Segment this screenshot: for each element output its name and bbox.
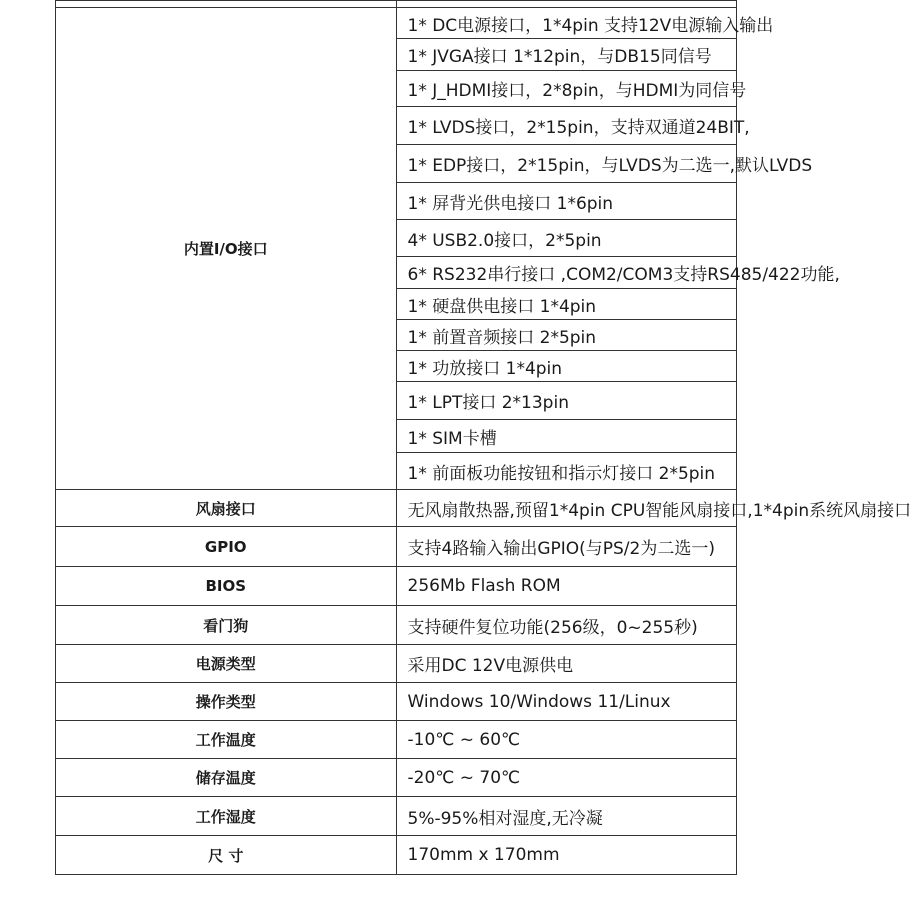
spec-label-os: 操作类型	[56, 683, 397, 721]
spec-value: 1* JVGA接口 1*12pin，与DB15同信号	[396, 39, 737, 71]
table-row	[56, 683, 737, 721]
table-row	[56, 797, 737, 836]
table-row	[56, 606, 737, 645]
spec-label-humidity: 工作湿度	[56, 797, 397, 836]
spec-value: 1* 功放接口 1*4pin	[396, 351, 737, 382]
spec-value: 1* 屏背光供电接口 1*6pin	[396, 183, 737, 220]
table-row	[56, 8, 737, 39]
spec-value: Windows 10/Windows 11/Linux	[396, 683, 737, 721]
spec-label-size: 尺 寸	[56, 836, 397, 875]
spec-value: 1* 前置音频接口 2*5pin	[396, 320, 737, 351]
spec-value: 支持硬件复位功能(256级，0~255秒)	[396, 606, 737, 645]
spec-value: 1* DC电源接口，1*4pin 支持12V电源输入输出	[396, 8, 737, 39]
spec-label-work-temp: 工作温度	[56, 721, 397, 759]
spec-value: 无风扇散热器,预留1*4pin CPU智能风扇接口,1*4pin系统风扇接口	[396, 490, 737, 527]
spec-label-cell	[56, 1, 397, 8]
table-row	[56, 836, 737, 875]
spec-label-storage-temp: 储存温度	[56, 759, 397, 797]
table-row	[56, 490, 737, 527]
table-row	[56, 721, 737, 759]
spec-value: 256Mb Flash ROM	[396, 567, 737, 606]
spec-value: 1* 硬盘供电接口 1*4pin	[396, 289, 737, 320]
table-row	[56, 759, 737, 797]
spec-label-gpio: GPIO	[56, 527, 397, 567]
spec-value: 1* LPT接口 2*13pin	[396, 382, 737, 420]
spec-label-watchdog: 看门狗	[56, 606, 397, 645]
spec-label-fan: 风扇接口	[56, 490, 397, 527]
spec-value: 1* LVDS接口，2*15pin，支持双通道24BIT,	[396, 107, 737, 145]
spec-value: 170mm x 170mm	[396, 836, 737, 875]
spec-value-cell	[396, 1, 737, 8]
spec-value: 5%-95%相对湿度,无冷凝	[396, 797, 737, 836]
spec-label-power: 电源类型	[56, 645, 397, 683]
table-row	[56, 1, 737, 8]
spec-label-bios: BIOS	[56, 567, 397, 606]
spec-value: 4* USB2.0接口，2*5pin	[396, 220, 737, 257]
spec-value: -20℃ ~ 70℃	[396, 759, 737, 797]
spec-value: 1* SIM卡槽	[396, 420, 737, 453]
spec-value: -10℃ ~ 60℃	[396, 721, 737, 759]
spec-value: 支持4路输入输出GPIO(与PS/2为二选一)	[396, 527, 737, 567]
spec-label-io: 内置I/O接口	[56, 8, 397, 490]
spec-value: 1* 前面板功能按钮和指示灯接口 2*5pin	[396, 453, 737, 490]
spec-value: 采用DC 12V电源供电	[396, 645, 737, 683]
table-row	[56, 567, 737, 606]
table-row	[56, 527, 737, 567]
spec-value: 1* J_HDMI接口，2*8pin，与HDMI为同信号	[396, 71, 737, 107]
spec-table	[55, 0, 911, 875]
spec-value: 1* EDP接口，2*15pin，与LVDS为二选一,默认LVDS	[396, 145, 737, 183]
spec-value: 6* RS232串行接口 ,COM2/COM3支持RS485/422功能,	[396, 257, 737, 289]
table-row	[56, 645, 737, 683]
